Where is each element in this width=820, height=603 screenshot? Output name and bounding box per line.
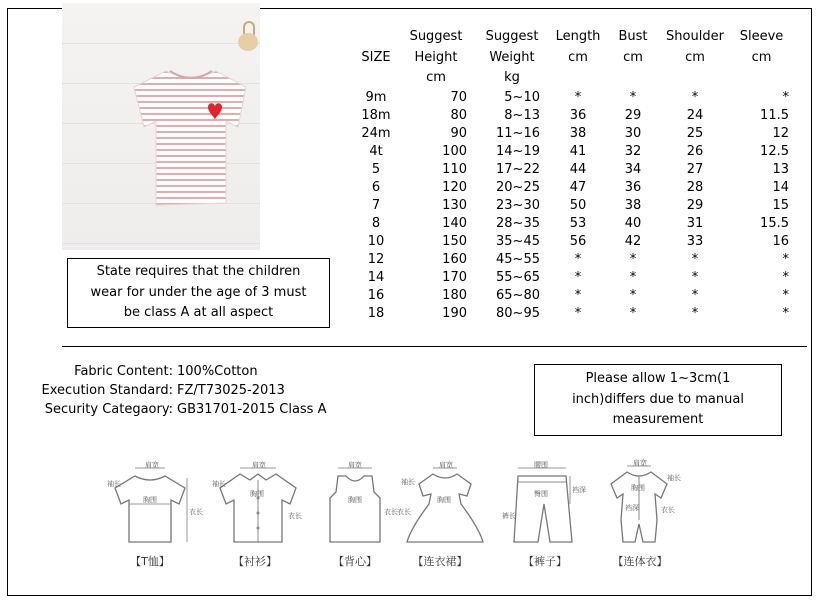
cell-sleeve: 12 [772,125,789,141]
cell-sleeve: 15 [772,197,789,213]
cell-sleeve: 13 [772,161,789,177]
dress-diagram-icon [395,458,495,553]
cell-bust: 32 [624,143,642,159]
execution-standard-value: FZ/T73025-2013 [177,383,285,398]
garment-caption: 【T恤】 [130,555,170,568]
table-row [355,107,792,125]
cell-size: 6 [371,179,381,195]
vest-diagram [310,458,400,588]
cell-weight: 5~10 [504,89,540,105]
cell-sleeve: * [782,251,789,267]
svg-text:胸围: 胸围 [250,490,264,498]
cell-size: 18 [367,305,385,321]
cell-bust: 36 [624,179,642,195]
hanger-icon [238,33,258,51]
cell-height: 70 [450,89,467,105]
cell-height: 150 [442,233,467,249]
svg-text:袖长: 袖长 [107,480,121,488]
cell-length: * [574,305,582,321]
cell-weight: 20~25 [496,179,540,195]
cell-height: 170 [442,269,467,285]
header-size: SIZE [361,49,391,65]
cell-shoulder: 29 [686,197,704,213]
cell-sleeve: * [782,89,789,105]
shirt-diagram [210,458,300,588]
header-sleeve: Sleeve cm [739,29,784,65]
svg-text:衣长: 衣长 [397,508,411,516]
table-row [355,251,792,269]
measurement-tolerance-note [534,364,782,436]
size-table-header [355,27,792,89]
note-line: Please allow 1~3cm(1 [585,371,731,387]
svg-text:袖长: 袖长 [401,478,415,486]
cell-bust: * [629,287,637,303]
header-length: Length cm [555,29,601,65]
cell-sleeve: 16 [772,233,789,249]
dress-diagram [395,458,485,588]
cell-weight: 17~22 [496,161,540,177]
cell-shoulder: 31 [686,215,704,231]
svg-text:肩宽: 肩宽 [252,461,266,469]
svg-text:胸围: 胸围 [437,496,451,504]
svg-text:肩宽: 肩宽 [633,459,647,467]
pants-diagram [500,458,590,588]
table-row [355,161,792,179]
cell-length: 56 [569,233,587,249]
security-category-label: Security Categaory: [44,402,173,417]
size-table [355,27,792,323]
cell-height: 90 [450,125,467,141]
cell-height: 160 [442,251,467,267]
cell-sleeve: 12.5 [760,143,789,159]
cell-length: * [574,251,582,267]
tshirt-diagram [105,458,203,588]
pants-diagram-icon [500,458,595,553]
cell-bust: 34 [624,161,642,177]
cell-weight: 80~95 [496,305,540,321]
cell-size: 8 [371,215,381,231]
cell-size: 7 [371,197,381,213]
cell-length: 36 [569,107,587,123]
cell-length: 38 [569,125,587,141]
svg-text:裆深: 裆深 [572,486,586,494]
cell-length: 47 [569,179,587,195]
table-row [355,143,792,161]
cell-size: 18m [361,107,391,123]
cell-shoulder: 27 [686,161,704,177]
tshirt-diagram-icon [105,458,203,553]
cell-height: 130 [442,197,467,213]
cell-length: * [574,269,582,285]
svg-text:胸围: 胸围 [348,496,362,504]
romper-diagram-icon [595,458,690,553]
header-height: Suggest Height cm [409,29,463,85]
cell-height: 110 [442,161,467,177]
cell-sleeve: 14 [772,179,789,195]
cell-shoulder: * [691,269,699,285]
svg-text:裆深: 裆深 [625,504,639,512]
cell-bust: 42 [624,233,642,249]
header-shoulder: Shoulder cm [666,29,724,65]
cell-length: 41 [569,143,587,159]
cell-shoulder: * [691,251,699,267]
cell-size: 24m [361,125,391,141]
section-divider [62,346,807,347]
cell-bust: 29 [624,107,642,123]
table-row [355,125,792,143]
cell-shoulder: 33 [686,233,704,249]
cell-size: 9m [365,89,387,105]
garment-caption: 【连衣裙】 [412,555,468,568]
svg-text:衣长: 衣长 [288,512,302,520]
cell-bust: 40 [624,215,642,231]
cell-size: 14 [367,269,385,285]
svg-text:袖长: 袖长 [667,474,681,482]
product-photo [62,3,260,250]
cell-weight: 14~19 [496,143,540,159]
svg-text:袖长: 袖长 [212,480,226,488]
romper-diagram [595,458,685,588]
header-bust: Bust cm [618,29,648,65]
cell-weight: 65~80 [496,287,540,303]
cell-size: 12 [367,251,385,267]
cell-weight: 11~16 [496,125,540,141]
cell-weight: 35~45 [496,233,540,249]
vest-diagram-icon [310,458,400,553]
svg-text:胸围: 胸围 [143,496,157,504]
fabric-content-value: 100%Cotton [177,364,258,379]
svg-text:肩宽: 肩宽 [348,461,362,469]
cell-sleeve: * [782,269,789,285]
cell-size: 10 [367,233,385,249]
cell-shoulder: 26 [686,143,704,159]
cell-bust: 38 [624,197,642,213]
svg-text:裤长: 裤长 [502,512,516,520]
shirt-diagram-icon [210,458,305,553]
svg-text:衣长: 衣长 [189,508,203,516]
svg-text:肩宽: 肩宽 [145,461,159,469]
cell-shoulder: * [691,287,699,303]
header-weight: Suggest Weight kg [485,29,539,85]
table-row [355,233,792,251]
svg-text:腰围: 腰围 [534,461,548,469]
cell-shoulder: 24 [686,107,704,123]
garment-caption: 【裤子】 [523,555,567,568]
cell-bust: * [629,305,637,321]
striped-tshirt-icon [126,65,256,215]
cell-bust: 30 [624,125,642,141]
note-line: measurement [612,412,704,428]
execution-standard-label: Execution Standard: [41,383,173,398]
cell-length: 53 [569,215,587,231]
cell-weight: 28~35 [496,215,540,231]
table-row [355,89,792,107]
cell-shoulder: 28 [686,179,704,195]
table-row [355,287,792,305]
table-row [355,215,792,233]
cell-length: * [574,287,582,303]
note-line: inch)differs due to manual [572,391,744,407]
cell-shoulder: * [691,305,699,321]
cell-sleeve: 11.5 [760,107,789,123]
security-category-value: GB31701-2015 Class A [177,402,327,417]
cell-size: 16 [367,287,385,303]
fabric-content-label: Fabric Content: [74,364,173,379]
garment-caption: 【背心】 [333,555,377,568]
cell-height: 80 [450,107,467,123]
cell-bust: * [629,269,637,285]
note-line: be class A at all aspect [123,305,274,321]
cell-bust: * [629,89,637,105]
table-row [355,269,792,287]
cell-shoulder: * [691,89,699,105]
cell-sleeve: * [782,287,789,303]
class-a-note [67,258,330,328]
cell-bust: * [629,251,637,267]
table-row [355,179,792,197]
table-row [355,305,792,323]
cell-weight: 55~65 [496,269,540,285]
cell-height: 140 [442,215,467,231]
svg-text:衣长: 衣长 [661,506,675,514]
garment-caption: 【连体衣】 [612,555,668,568]
cell-height: 100 [442,143,467,159]
cell-size: 4t [369,143,383,159]
cell-sleeve: * [782,305,789,321]
svg-text:臀围: 臀围 [534,490,548,498]
cell-height: 120 [442,179,467,195]
cell-shoulder: 25 [686,125,704,141]
table-row [355,197,792,215]
svg-text:胸围: 胸围 [631,484,645,492]
cell-length: 44 [569,161,587,177]
garment-caption: 【衬衫】 [233,555,277,568]
cell-weight: 45~55 [496,251,540,267]
cell-length: 50 [569,197,587,213]
cell-weight: 23~30 [496,197,540,213]
svg-text:衣长: 衣长 [384,508,398,516]
cell-height: 190 [442,305,467,321]
cell-height: 180 [442,287,467,303]
svg-text:肩宽: 肩宽 [439,461,453,469]
cell-size: 5 [371,161,381,177]
note-line: wear for under the age of 3 must [90,284,307,300]
cell-sleeve: 15.5 [760,215,789,231]
note-line: State requires that the children [96,264,301,280]
cell-weight: 8~13 [504,107,540,123]
cell-length: * [574,89,582,105]
